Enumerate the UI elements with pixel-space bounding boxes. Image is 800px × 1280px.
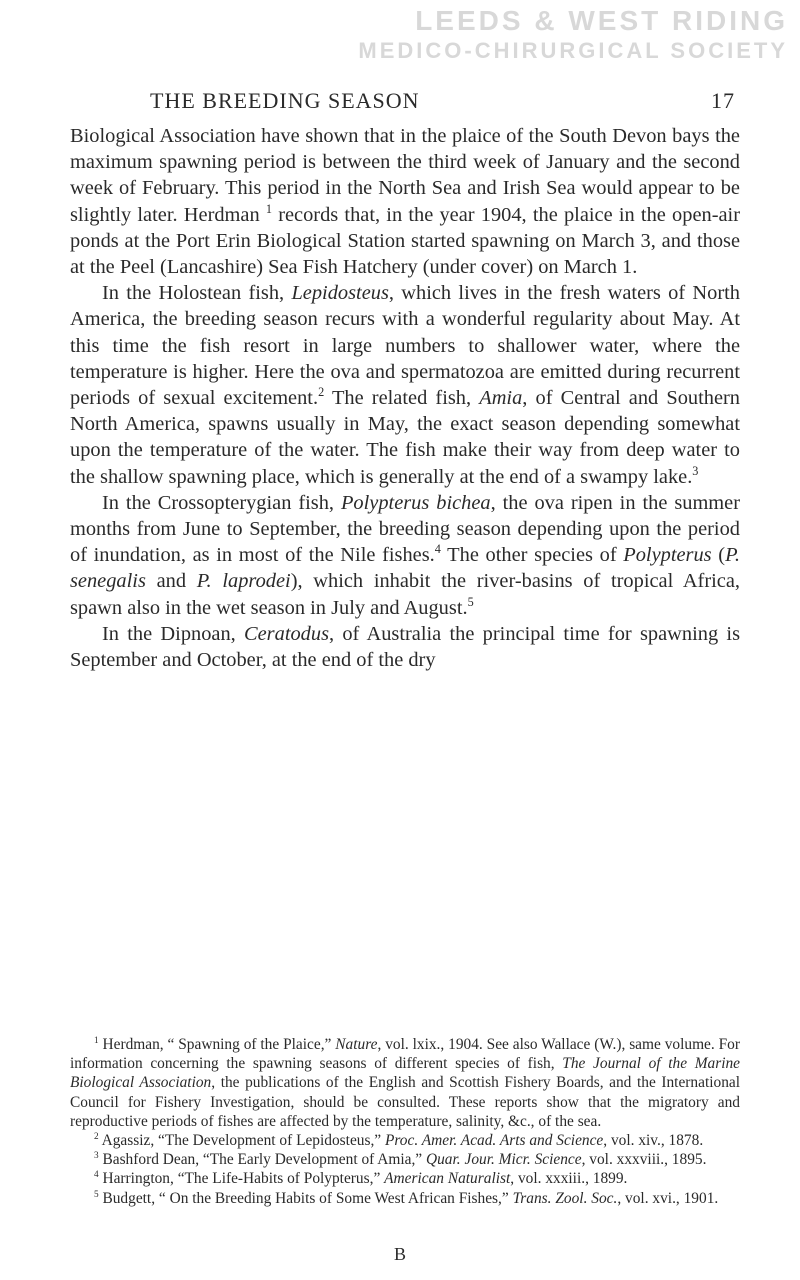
italic-text: Nature bbox=[335, 1036, 378, 1053]
footnote-ref: 2 bbox=[318, 385, 325, 400]
text-run: , which lives in the fresh waters of North America, the breeding season recurs with a wonderful regularity about May. At this time the fish resort in large numbers to shallower water, where the temperature is higher. Here the ova and spermatozoa are emitted during recurrent periods of sexual excitement. bbox=[70, 282, 741, 410]
text-run: , vol. xxxviii., 1895. bbox=[581, 1151, 707, 1169]
text-run: , the ova ripen in the summer months from June to September, the breeding season depending upon the period of inundation, as in most of the Nile fishes. bbox=[70, 491, 741, 567]
italic-text: The Journal of the Marine Biological Association bbox=[70, 1055, 741, 1092]
text-run: Bashford Dean, “The Early Development of Amia,” bbox=[98, 1151, 426, 1169]
library-stamp bbox=[358, 6, 788, 66]
text-run: Biological Association have shown that in the plaice of the South Devon bays the maximum spawning period is between the third week of January and the second week of February. This period in the North Sea and Irish Sea would appear to be slightly later. Herdman bbox=[70, 125, 740, 226]
text-run: and bbox=[145, 570, 197, 593]
footnote bbox=[70, 1035, 740, 1131]
text-run: ( bbox=[711, 544, 726, 567]
footnote-ref: 5 bbox=[94, 1188, 99, 1199]
italic-text: P. laprodei bbox=[196, 570, 291, 593]
italic-text: Polypterus bichea bbox=[340, 491, 491, 514]
text-run: In the Dipnoan, bbox=[102, 622, 245, 645]
footnote-ref: 1 bbox=[94, 1034, 99, 1045]
italic-text: Polypterus bbox=[623, 544, 712, 567]
text-run: , vol. xiv., 1878. bbox=[603, 1132, 704, 1150]
text-run: The other species of bbox=[440, 544, 624, 567]
footnote-ref: 3 bbox=[692, 463, 699, 478]
text-run: , vol. xxxiii., 1899. bbox=[510, 1170, 628, 1188]
running-header bbox=[150, 88, 735, 118]
footnote bbox=[70, 1189, 740, 1208]
body-text bbox=[70, 123, 740, 673]
text-run: , vol. xvi., 1901. bbox=[617, 1189, 719, 1207]
text-run: , of Australia the principal time for spawning is September and October, at the end of the dry bbox=[70, 622, 741, 672]
footnote bbox=[70, 1169, 740, 1188]
italic-text: Trans. Zool. Soc. bbox=[512, 1189, 618, 1207]
stamp-line-2: MEDICO-CHIRURGICAL SOCIETY bbox=[358, 38, 788, 63]
stamp-line-1: LEEDS & WEST RIDING bbox=[415, 5, 788, 36]
text-run: Herdman, “ Spawning of the Plaice,” bbox=[98, 1036, 336, 1053]
running-title: THE BREEDING SEASON bbox=[150, 88, 420, 113]
paragraph bbox=[70, 621, 740, 673]
text-run: The related fish, bbox=[324, 387, 480, 410]
text-run: Budgett, “ On the Breeding Habits of Some West African Fishes,” bbox=[98, 1189, 513, 1207]
text-run: , vol. lxix., 1904. See also Wallace (W.), same volume. For information concerning the spawning seasons of different species of fish, bbox=[70, 1036, 740, 1073]
italic-text: P. senegalis bbox=[70, 544, 740, 593]
signature-mark: B bbox=[393, 1244, 406, 1264]
italic-text: Ceratodus bbox=[244, 622, 329, 645]
text-run: Agassiz, “The Development of Lepidosteus,” bbox=[98, 1132, 385, 1150]
italic-text: Quar. Jour. Micr. Science bbox=[426, 1151, 582, 1169]
italic-text: Lepidosteus bbox=[291, 282, 389, 305]
page-number: 17 bbox=[711, 88, 735, 113]
footnote bbox=[70, 1150, 740, 1169]
text-run: , the publications of the English and Scottish Fishery Boards, and the International Council for Fishery Investigation, should be consulted. These reports show that the migratory and reproductive periods of fishes are affected by the temperature, salinity, &c., of the sea. bbox=[70, 1074, 740, 1130]
paragraph bbox=[70, 123, 740, 280]
text-run: records that, in the year 1904, the plaice in the open-air ponds at the Port Erin Biological Station started spawning on March 3, and those at the Peel (Lancashire) Sea Fish Hatchery (under cover) on March 1. bbox=[70, 203, 740, 279]
footnote-ref: 4 bbox=[434, 542, 441, 557]
footnote-ref: 1 bbox=[265, 201, 272, 216]
footnote-ref: 4 bbox=[94, 1169, 99, 1180]
italic-text: Proc. Amer. Acad. Arts and Science bbox=[384, 1132, 604, 1150]
paragraph bbox=[70, 280, 740, 490]
footnotes bbox=[70, 1035, 740, 1208]
footnote-ref: 2 bbox=[94, 1130, 99, 1141]
paragraph bbox=[70, 490, 740, 621]
text-run: In the Crossopterygian fish, bbox=[102, 491, 341, 514]
footnote-ref: 3 bbox=[94, 1150, 99, 1161]
text-run: Harrington, “The Life-Habits of Polypterus,” bbox=[98, 1170, 385, 1188]
text-run: In the Holostean fish, bbox=[102, 282, 292, 305]
text-run: , of Central and Southern North America, spawns usually in May, the exact season depending somewhat upon the temperature of the water. The fish make their way from deep water to the shallow spawning place, which is generally at the end of a swampy lake. bbox=[70, 387, 740, 488]
italic-text: Amia bbox=[479, 387, 523, 410]
footnote-ref: 5 bbox=[467, 594, 474, 609]
footnote bbox=[70, 1131, 740, 1150]
italic-text: American Naturalist bbox=[384, 1170, 511, 1188]
text-run: ), which inhabit the river-basins of tropical Africa, spawn also in the wet season in July and August. bbox=[70, 570, 740, 619]
